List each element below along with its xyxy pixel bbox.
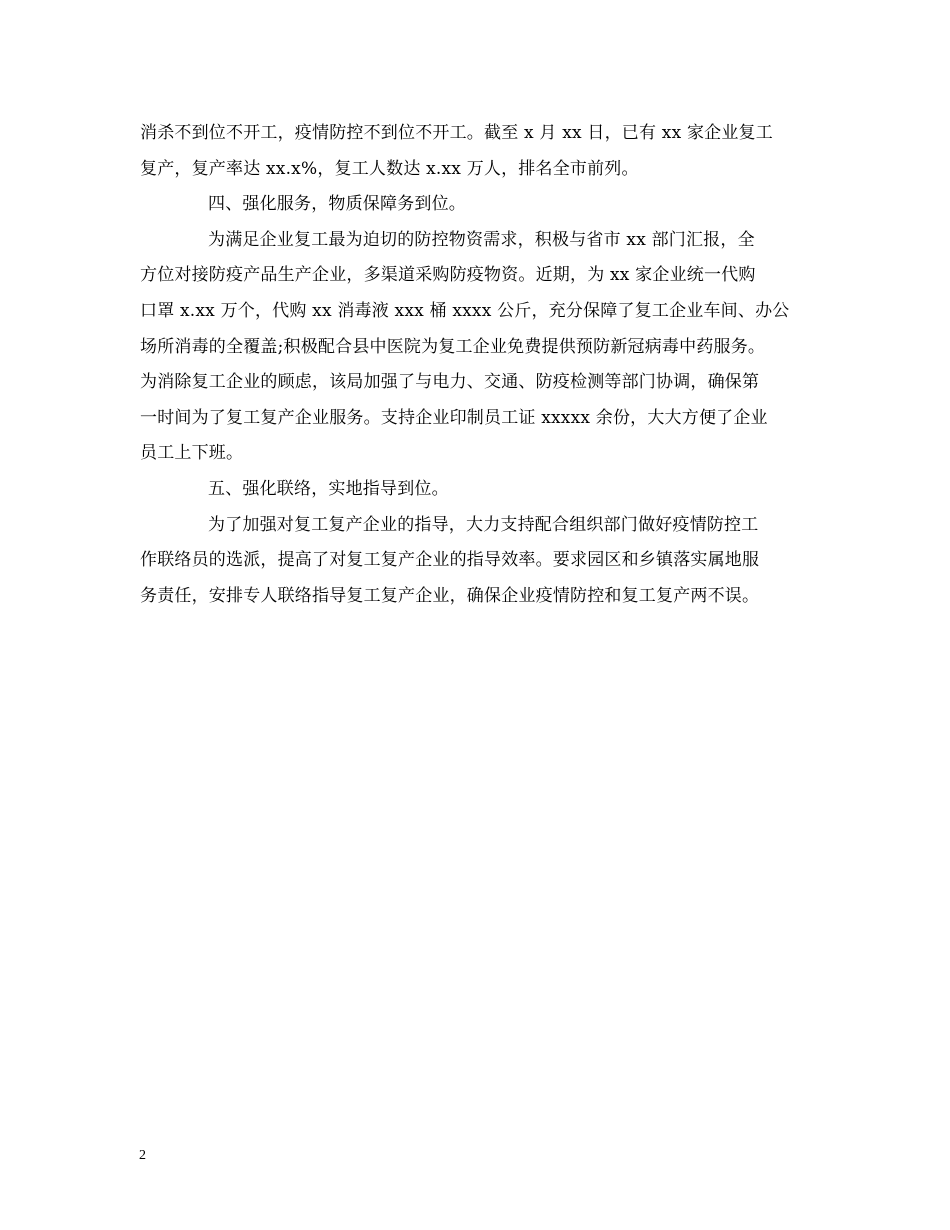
section-heading-5: 五、强化联络，实地指导到位。: [208, 478, 449, 499]
document-body: [140, 116, 820, 614]
text-line: 为了加强对复工复产企业的指导，大力支持配合组织部门做好疫情防控工: [208, 514, 759, 535]
text-line: 口罩 x.xx 万个，代购 xx 消毒液 xxx 桶 xxxx 公斤，充分保障了复工企业车间、办公: [140, 300, 790, 321]
text-line: 作联络员的选派，提高了对复工复产企业的指导效率。要求园区和乡镇落实属地服: [140, 550, 760, 571]
text-line: 一时间为了复工复产企业服务。支持企业印制员工证 xxxxx 余份，大大方便了企业: [140, 407, 768, 428]
text-line: 为满足企业复工最为迫切的防控物资需求，积极与省市 xx 部门汇报，全: [208, 229, 755, 250]
text-line: 消杀不到位不开工，疫情防控不到位不开工。截至 x 月 xx 日，已有 xx 家企业复工: [140, 123, 773, 143]
text-line: 方位对接防疫产品生产企业，多渠道采购防疫物资。近期，为 xx 家企业统一代购: [140, 265, 756, 286]
text-line: 场所消毒的全覆盖;积极配合县中医院为复工企业免费提供预防新冠病毒中药服务。: [140, 336, 766, 357]
text-line: 务责任，安排专人联络指导复工复产企业，确保企业疫情防控和复工复产两不误。: [140, 585, 760, 606]
text-line: 为消除复工企业的顾虑，该局加强了与电力、交通、防疫检测等部门协调，确保第: [140, 372, 760, 393]
page-number: 2: [139, 1148, 146, 1163]
section-heading-4: 四、强化服务，物质保障务到位。: [208, 194, 466, 215]
text-line: 复产，复产率达 xx.x%，复工人数达 x.xx 万人，排名全市前列。: [140, 158, 639, 179]
text-line: 员工上下班。: [140, 443, 244, 464]
